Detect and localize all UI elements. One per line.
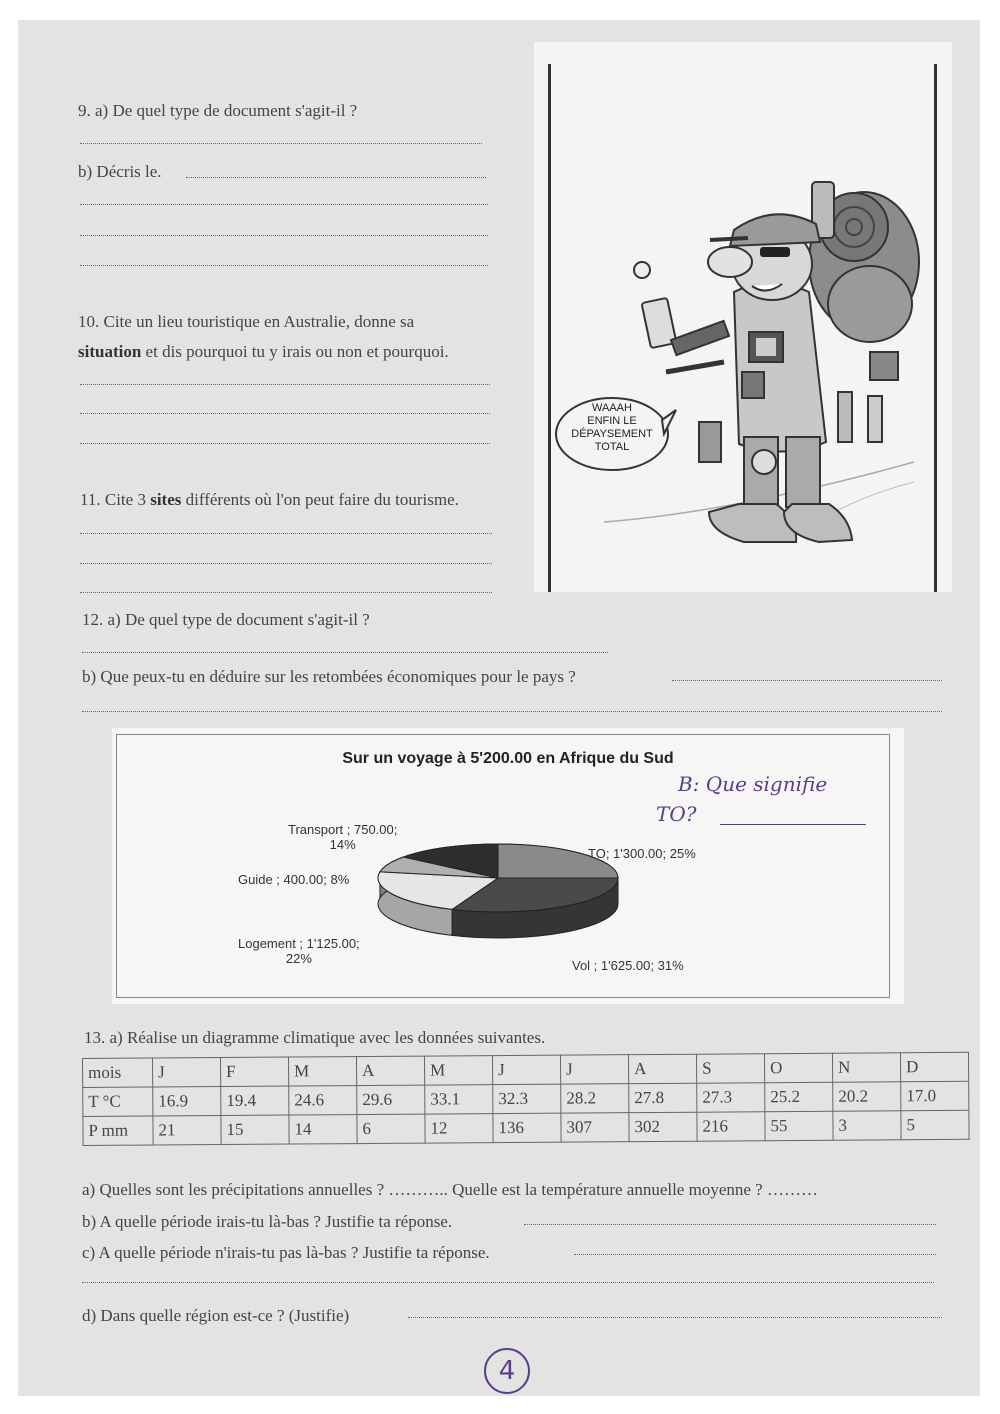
table-cell: 136 bbox=[493, 1113, 561, 1142]
answer-line[interactable] bbox=[82, 1282, 934, 1283]
speech-line: WAAAH bbox=[592, 402, 632, 414]
table-cell: M bbox=[424, 1056, 492, 1085]
slice-label-line: 22% bbox=[285, 951, 312, 966]
table-cell: 16.9 bbox=[153, 1087, 221, 1116]
table-cell: 6 bbox=[357, 1114, 425, 1143]
table-cell: 33.1 bbox=[425, 1085, 493, 1114]
question-10-line1: 10. Cite un lieu touristique en Australie, donne sa bbox=[78, 312, 415, 331]
table-row-precipitation bbox=[83, 1110, 969, 1145]
table-cell: 5 bbox=[901, 1110, 969, 1139]
speech-line: DÉPAYSEMENT bbox=[571, 428, 653, 440]
table-cell: 3 bbox=[833, 1111, 901, 1140]
climate-data-table bbox=[82, 1052, 970, 1146]
slice-label-line: Logement ; 1'125.00; bbox=[238, 936, 360, 951]
table-cell: N bbox=[832, 1053, 900, 1082]
handwritten-answer-line bbox=[720, 824, 866, 825]
question-13a-sub: a) Quelles sont les précipitations annuelles ? ……….. Quelle est la température annuelle moyenne ? ……… bbox=[82, 1180, 818, 1199]
slice-label-to: TO; 1'300.00; 25% bbox=[588, 846, 696, 861]
slice-label-line: Transport ; 750.00; bbox=[288, 822, 398, 837]
table-cell: 24.6 bbox=[289, 1086, 357, 1115]
table-cell: 12 bbox=[425, 1114, 493, 1143]
table-cell: M bbox=[288, 1057, 356, 1086]
table-cell: J bbox=[560, 1055, 628, 1084]
question-13d: d) Dans quelle région est-ce ? (Justifie) bbox=[82, 1306, 350, 1325]
table-cell: J bbox=[492, 1055, 560, 1084]
answer-line[interactable] bbox=[80, 413, 490, 414]
table-cell: 27.3 bbox=[697, 1083, 765, 1112]
question-11-pre: 11. Cite 3 bbox=[80, 490, 151, 509]
table-cell: 55 bbox=[765, 1111, 833, 1140]
question-13a: 13. a) Réalise un diagramme climatique avec les données suivantes. bbox=[84, 1028, 546, 1047]
table-cell: 302 bbox=[629, 1112, 697, 1141]
answer-line[interactable] bbox=[80, 235, 488, 236]
table-cell: 32.3 bbox=[493, 1084, 561, 1113]
slice-label-transport bbox=[288, 822, 397, 852]
slice-label-guide: Guide ; 400.00; 8% bbox=[238, 872, 350, 887]
answer-line[interactable] bbox=[80, 563, 492, 564]
table-cell: 19.4 bbox=[221, 1086, 289, 1115]
slice-label-logement bbox=[238, 936, 360, 966]
answer-line[interactable] bbox=[80, 533, 492, 534]
slice-label-vol: Vol ; 1'625.00; 31% bbox=[572, 958, 684, 973]
table-cell: 21 bbox=[153, 1116, 221, 1145]
answer-line[interactable] bbox=[672, 680, 942, 681]
answer-line[interactable] bbox=[80, 143, 482, 144]
pie-chart bbox=[112, 728, 904, 1004]
answer-line[interactable] bbox=[80, 443, 490, 444]
tourist-cartoon bbox=[534, 42, 952, 592]
table-cell: 20.2 bbox=[833, 1082, 901, 1111]
page-number: 4 bbox=[484, 1348, 530, 1394]
table-cell: 25.2 bbox=[765, 1082, 833, 1111]
answer-line[interactable] bbox=[408, 1317, 942, 1318]
question-10-line2 bbox=[78, 342, 449, 362]
question-13b: b) A quelle période irais-tu là-bas ? Justifie ta réponse. bbox=[82, 1212, 453, 1231]
table-cell: O bbox=[764, 1053, 832, 1082]
table-cell: P mm bbox=[83, 1116, 153, 1145]
question-11-post: différents où l'on peut faire du tourisme. bbox=[181, 490, 459, 509]
table-cell: 28.2 bbox=[561, 1084, 629, 1113]
question-12b: b) Que peux-tu en déduire sur les retombées économiques pour le pays ? bbox=[82, 667, 576, 686]
question-12a: 12. a) De quel type de document s'agit-il ? bbox=[82, 610, 370, 629]
answer-line[interactable] bbox=[82, 652, 608, 653]
question-13c: c) A quelle période n'irais-tu pas là-bas ? Justifie ta réponse. bbox=[82, 1243, 490, 1262]
chart-title: Sur un voyage à 5'200.00 en Afrique du Sud bbox=[342, 750, 674, 767]
speech-bubble-text bbox=[556, 402, 668, 454]
speech-line: TOTAL bbox=[594, 441, 630, 453]
question-10-rest: et dis pourquoi tu y irais ou non et pourquoi. bbox=[141, 342, 449, 361]
answer-line[interactable] bbox=[574, 1254, 936, 1255]
keyword-situation: situation bbox=[78, 342, 142, 361]
speech-line: ENFIN LE bbox=[587, 415, 637, 427]
slice-label-line: 14% bbox=[329, 837, 356, 852]
answer-line[interactable] bbox=[524, 1224, 936, 1225]
question-11 bbox=[80, 490, 459, 510]
table-cell: 216 bbox=[697, 1112, 765, 1141]
backpacker-illustration bbox=[534, 42, 952, 592]
answer-line[interactable] bbox=[80, 204, 488, 205]
table-cell: J bbox=[153, 1058, 221, 1087]
answer-line[interactable] bbox=[186, 177, 486, 178]
answer-line[interactable] bbox=[80, 265, 488, 266]
table-cell: mois bbox=[83, 1058, 153, 1087]
table-cell: D bbox=[900, 1052, 968, 1081]
table-cell: 29.6 bbox=[357, 1085, 425, 1114]
answer-line[interactable] bbox=[80, 384, 490, 385]
question-9b: b) Décris le. bbox=[78, 162, 162, 181]
answer-line[interactable] bbox=[80, 592, 492, 593]
table-cell: T °C bbox=[83, 1087, 153, 1116]
keyword-sites: sites bbox=[150, 490, 182, 509]
table-cell: F bbox=[221, 1057, 289, 1086]
table-cell: 15 bbox=[221, 1115, 289, 1144]
answer-line[interactable] bbox=[82, 711, 942, 712]
handwritten-note-line2: TO? bbox=[656, 802, 697, 826]
table-cell: A bbox=[356, 1056, 424, 1085]
question-9a: 9. a) De quel type de document s'agit-il ? bbox=[78, 101, 358, 120]
table-cell: S bbox=[696, 1054, 764, 1083]
pie-chart-card bbox=[112, 728, 904, 1004]
table-cell: A bbox=[628, 1054, 696, 1083]
table-cell: 17.0 bbox=[901, 1081, 969, 1110]
table-cell: 27.8 bbox=[629, 1083, 697, 1112]
handwritten-note-line1: B: Que signifie bbox=[678, 772, 828, 796]
table-cell: 307 bbox=[561, 1113, 629, 1142]
table-cell: 14 bbox=[289, 1115, 357, 1144]
